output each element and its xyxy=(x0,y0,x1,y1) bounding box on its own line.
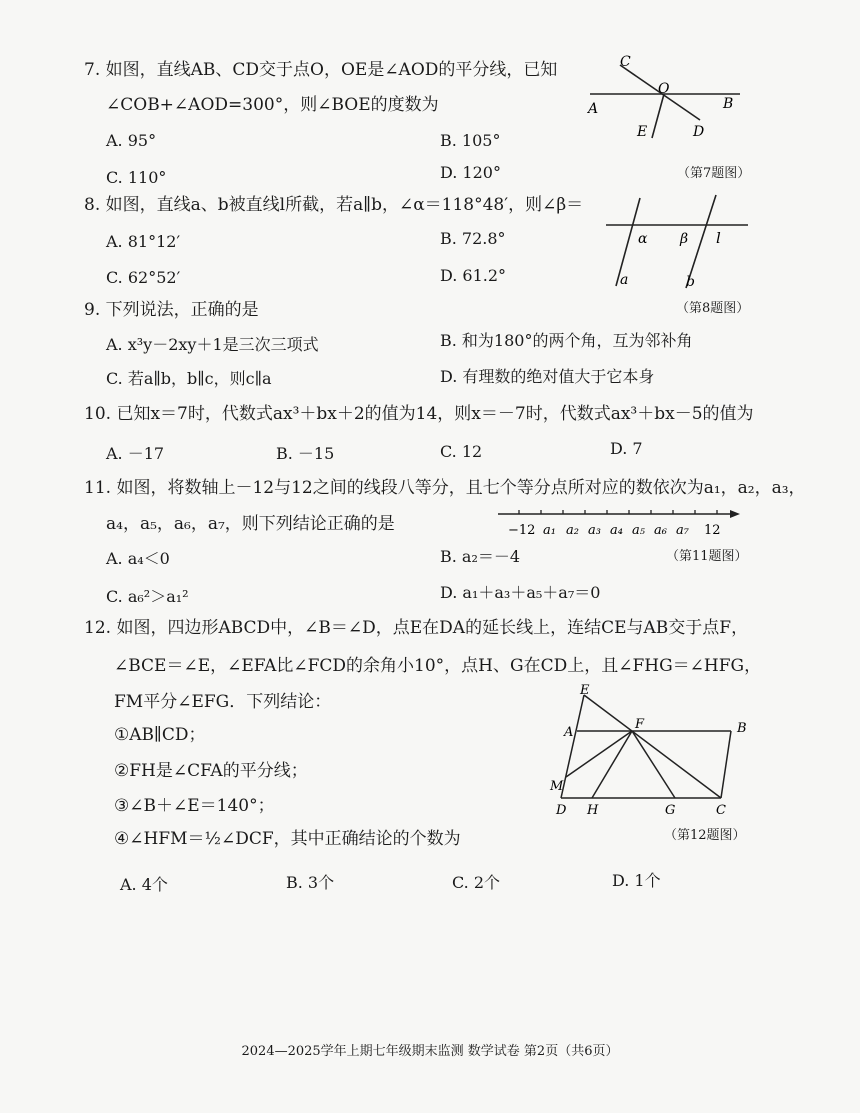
q11-stem-line1: 11. 如图，将数轴上－12与12之间的线段八等分，且七个等分点所对应的数依次为a₁，a₂，a₃， xyxy=(84,478,806,498)
q12-label-f: F xyxy=(635,717,645,732)
q12-figure xyxy=(546,680,756,820)
q12-label-h: H xyxy=(587,803,599,818)
q8-option-a: A. 81°12′ xyxy=(106,232,181,251)
q7-label-c: C xyxy=(620,54,631,70)
tick-label-a1: a₁ xyxy=(543,523,556,538)
tick-label-neg12: −12 xyxy=(508,523,536,538)
page-footer: 2024—2025学年上期七年级期末监测 数学试卷 第2页（共6页） xyxy=(241,1044,619,1059)
q8-figure xyxy=(598,190,758,295)
q11-stem-line2: a₄，a₅，a₆，a₇，则下列结论正确的是 xyxy=(106,514,395,534)
q8-label-a: a xyxy=(620,272,629,288)
q7-option-a: A. 95° xyxy=(106,131,157,150)
q7-option-c: C. 110° xyxy=(106,168,167,187)
q8-label-beta: β xyxy=(680,231,689,247)
q7-stem-line2: ∠COB+∠AOD=300°，则∠BOE的度数为 xyxy=(106,95,439,115)
q12-label-e: E xyxy=(580,683,590,698)
q11-number-line xyxy=(496,502,746,542)
q9-stem: 9. 下列说法，正确的是 xyxy=(84,300,259,320)
q8-label-l: l xyxy=(716,229,721,247)
q12-stem-line3: FM平分∠EFG．下列结论： xyxy=(114,692,332,712)
q11-figure-caption: （第11题图） xyxy=(666,549,748,564)
q12-option-d: D. 1个 xyxy=(612,871,661,890)
q7-label-e: E xyxy=(637,124,648,140)
q12-option-c: C. 2个 xyxy=(452,873,501,892)
q7-stem-line1: 7. 如图，直线AB、CD交于点O，OE是∠AOD的平分线，已知 xyxy=(84,60,558,80)
q11-option-d: D. a₁＋a₃＋a₅＋a₇＝0 xyxy=(440,583,601,602)
tick-label-a5: a₅ xyxy=(632,523,645,538)
q12-option-a: A. 4个 xyxy=(120,875,168,894)
q10-stem: 10. 已知x＝7时，代数式ax³＋bx＋2的值为14，则x＝－7时，代数式ax³＋bx－5的值为 xyxy=(84,404,754,424)
q12-label-d: D xyxy=(556,803,567,818)
q12-label-c: C xyxy=(716,803,726,818)
tick-label-a4: a₄ xyxy=(610,523,623,538)
tick-label-a3: a₃ xyxy=(588,523,601,538)
tick-label-a6: a₆ xyxy=(654,523,667,538)
tick-label-a7: a₇ xyxy=(676,523,689,538)
q9-option-d: D. 有理数的绝对值大于它本身 xyxy=(440,367,655,386)
q12-item-4: ④∠HFM＝½∠DCF，其中正确结论的个数为 xyxy=(114,829,461,849)
q8-option-c: C. 62°52′ xyxy=(106,268,181,287)
q8-figure-caption: （第8题图） xyxy=(676,301,750,316)
tick-label-12: 12 xyxy=(704,523,721,538)
q9-option-c: C. 若a∥b，b∥c，则c∥a xyxy=(106,369,272,388)
q10-option-b: B. －15 xyxy=(276,444,335,463)
q8-option-b: B. 72.8° xyxy=(440,229,506,248)
q10-option-a: A. －17 xyxy=(106,444,165,463)
q8-option-d: D. 61.2° xyxy=(440,266,507,285)
q8-stem: 8. 如图，直线a、b被直线l所截，若a∥b，∠α＝118°48′，则∠β＝ xyxy=(84,195,584,215)
q12-item-2: ②FH是∠CFA的平分线； xyxy=(114,761,308,781)
q10-option-c: C. 12 xyxy=(440,442,483,461)
q12-label-a: A xyxy=(564,725,574,740)
q7-label-b: B xyxy=(723,96,734,112)
q7-label-a: A xyxy=(588,101,599,117)
q7-label-o: O xyxy=(658,81,670,97)
q12-item-3: ③∠B＋∠E＝140°； xyxy=(114,796,275,816)
q7-option-b: B. 105° xyxy=(440,131,501,150)
q11-option-b: B. a₂＝－4 xyxy=(440,547,521,566)
q7-option-d: D. 120° xyxy=(440,163,501,182)
q12-label-m: M xyxy=(550,779,564,794)
tick-label-a2: a₂ xyxy=(566,523,579,538)
q7-label-d: D xyxy=(693,124,705,140)
q9-option-b: B. 和为180°的两个角，互为邻补角 xyxy=(440,331,693,350)
q11-option-c: C. a₆²＞a₁² xyxy=(106,587,189,606)
q12-label-g: G xyxy=(665,803,676,818)
q12-label-b: B xyxy=(737,721,747,736)
q10-option-d: D. 7 xyxy=(610,439,643,458)
q9-option-a: A. x³y－2xy＋1是三次三项式 xyxy=(106,335,319,354)
q12-figure-caption: （第12题图） xyxy=(664,828,746,843)
q12-stem-line1: 12. 如图，四边形ABCD中，∠B＝∠D，点E在DA的延长线上，连结CE与AB交于点F， xyxy=(84,618,749,638)
q8-label-b: b xyxy=(686,274,695,290)
q8-label-alpha: α xyxy=(638,231,648,247)
q12-item-1: ①AB∥CD； xyxy=(114,725,206,745)
q7-figure xyxy=(580,50,760,150)
q12-option-b: B. 3个 xyxy=(286,873,335,892)
q7-figure-caption: （第7题图） xyxy=(677,166,751,181)
q11-option-a: A. a₄＜0 xyxy=(106,549,170,568)
q12-stem-line2: ∠BCE＝∠E，∠EFA比∠FCD的余角小10°，点H、G在CD上，且∠FHG＝∠HFG， xyxy=(114,656,762,676)
